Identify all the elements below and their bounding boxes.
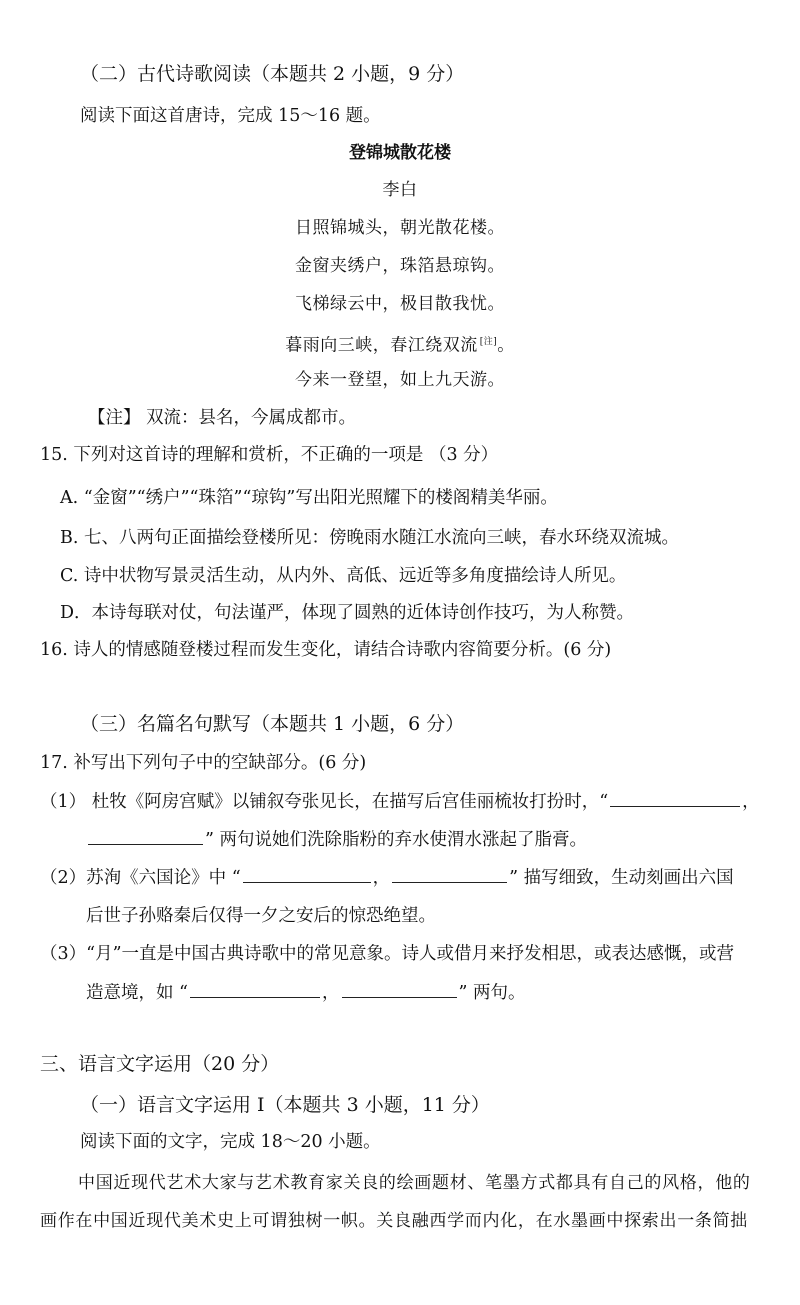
q17-item-2-line-2: 后世子孙赂秦后仅得一夕之安后的惊恐绝望。 <box>86 906 436 926</box>
note-marker: [注] <box>479 337 498 347</box>
poem-line-4-end: 。 <box>497 335 515 356</box>
passage-line-2: 画作在中国近现代美术史上可谓独树一帜。关良融西学而内化，在水墨画中探索出一条简拙 <box>40 1211 748 1231</box>
poetry-instruction: 阅读下面这首唐诗，完成 15～16 题。 <box>80 106 381 126</box>
q17-item-3-line-2 <box>86 981 526 1005</box>
q15-option-c: C. 诗中状物写景灵活生动，从内外、高低、远近等多角度描绘诗人所见。 <box>60 566 627 586</box>
q17-item-1-line-1 <box>40 790 760 814</box>
answer-blank-5[interactable] <box>190 981 320 998</box>
answer-blank-2[interactable] <box>88 828 203 845</box>
q17-item-1-line-2 <box>86 828 587 852</box>
poem-line-1: 日照锦城头，朝光散花楼。 <box>295 218 505 238</box>
section-heading-recitation: （三）名篇名句默写（本题共 1 小题，6 分） <box>80 713 465 735</box>
q17-item-1-text-b: ， <box>742 792 760 812</box>
poem-line-5: 今来一登望，如上九天游。 <box>295 370 505 390</box>
q17-item-3-text-d: ” 两句。 <box>458 983 526 1003</box>
q17-item-2-text-b: ， <box>372 868 391 888</box>
poem-line-4-text: 暮雨向三峡，春江绕双流 <box>285 335 478 356</box>
q17-item-2-text-a: （2）苏洵《六国论》中 “ <box>40 868 241 888</box>
q15-option-a: A. “金窗”“绣户”“珠箔”“琼钩”写出阳光照耀下的楼阁精美华丽。 <box>60 488 558 508</box>
q15-option-d: D．本诗每联对仗，句法谨严，体现了圆熟的近体诗创作技巧，为人称赞。 <box>60 603 635 623</box>
q16-stem: 16. 诗人的情感随登楼过程而发生变化，请结合诗歌内容简要分析。(6 分) <box>40 640 612 660</box>
q17-item-3-text-b: 造意境，如 “ <box>86 983 189 1003</box>
q15-stem: 15. 下列对这首诗的理解和赏析，不正确的一项是 （3 分） <box>40 445 499 465</box>
sub-heading-language-1: （一）语言文字运用 Ⅰ（本题共 3 小题，11 分） <box>80 1094 490 1116</box>
q15-option-b: B. 七、八两句正面描绘登楼所见：傍晚雨水随江水流向三峡，春水环绕双流城。 <box>60 528 679 548</box>
q17-item-1-text-a: （1） 杜牧《阿房宫赋》以铺叙夸张见长，在描写后宫佳丽梳妆打扮时，“ <box>40 792 609 812</box>
poem-line-2: 金窗夹绣户，珠箔悬琼钩。 <box>295 256 505 276</box>
q17-item-3-line-1: （3）“月”一直是中国古典诗歌中的常见意象。诗人或借月来抒发相思，或表达感慨，或营 <box>40 944 735 964</box>
q17-item-2-line-1 <box>40 866 734 890</box>
q17-item-3-text-c: ， <box>322 983 340 1003</box>
answer-blank-6[interactable] <box>342 981 457 998</box>
poem-line-4 <box>0 330 800 358</box>
poem-line-3: 飞梯绿云中，极目散我忧。 <box>295 294 505 314</box>
q17-item-1-text-c: ” 两句说她们洗除脂粉的弃水使渭水涨起了脂膏。 <box>205 830 588 850</box>
poem-author: 李白 <box>382 180 418 200</box>
language-instruction: 阅读下面的文字，完成 18～20 小题。 <box>80 1132 381 1152</box>
answer-blank-4[interactable] <box>392 866 507 883</box>
answer-blank-1[interactable] <box>610 790 740 807</box>
poem-title: 登锦城散花楼 <box>349 143 451 163</box>
q17-item-2-text-c: ” 描写细致，生动刻画出六国 <box>509 868 734 888</box>
section-heading-poetry: （二）古代诗歌阅读（本题共 2 小题，9 分） <box>80 63 465 85</box>
poem-note: 【注】 双流：县名，今属成都市。 <box>88 408 357 428</box>
passage-line-1: 中国近现代艺术大家与艺术教育家关良的绘画题材、笔墨方式都具有自己的风格，他的 <box>78 1173 751 1193</box>
answer-blank-3[interactable] <box>243 866 371 883</box>
q17-stem: 17. 补写出下列句子中的空缺部分。(6 分) <box>40 753 367 773</box>
part-heading-language: 三、语言文字运用（20 分） <box>40 1053 280 1075</box>
